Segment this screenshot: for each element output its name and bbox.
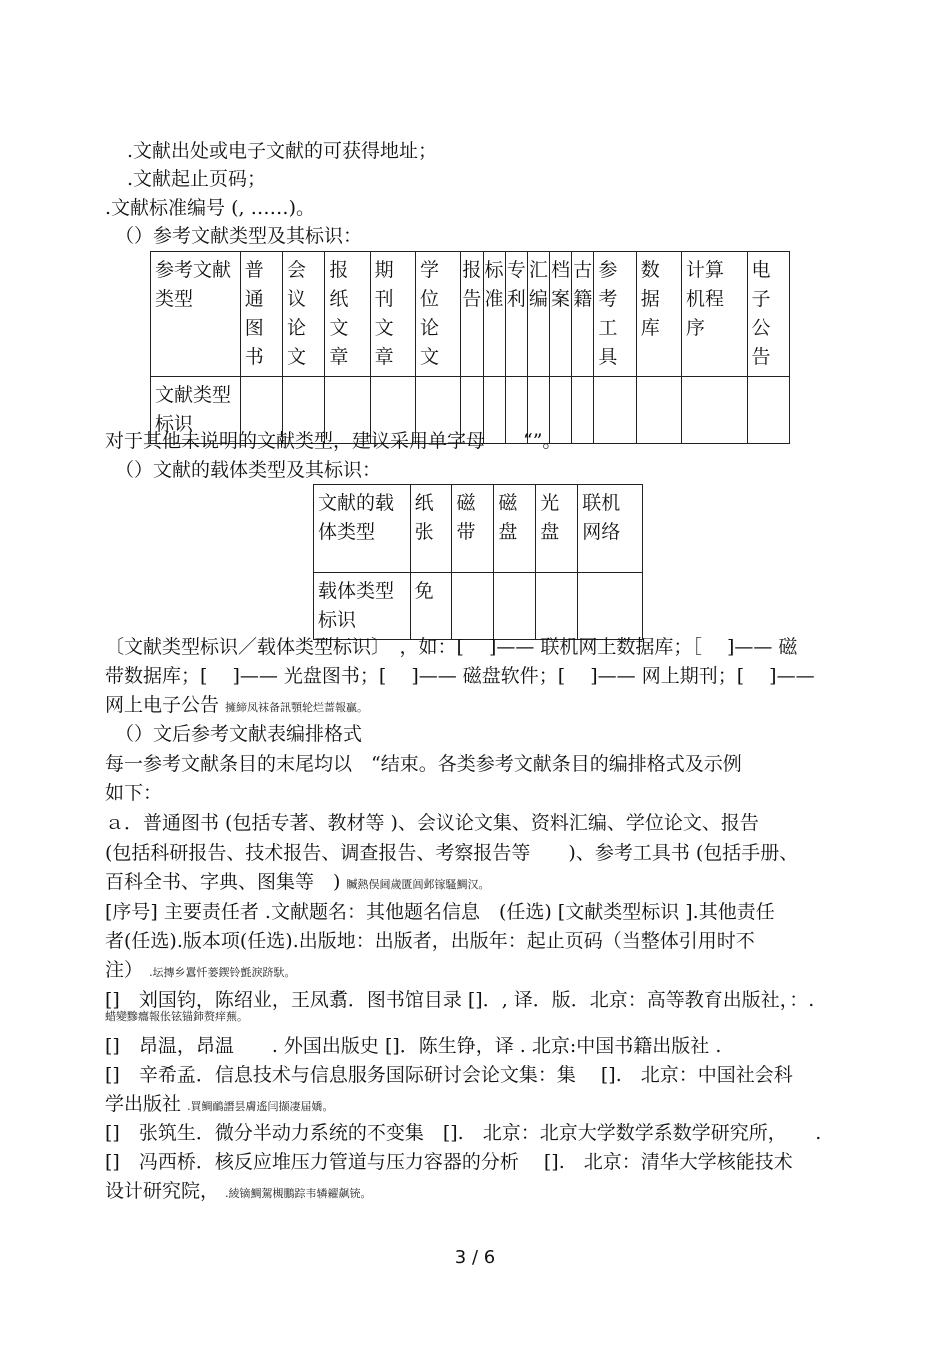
type-cell: 报纸文章 xyxy=(325,252,370,377)
reference-item: [] 冯西桥．核反应堆压力管道与压力容器的分析 []. 北京：清华大学核能技术 xyxy=(105,1151,793,1173)
text-line xyxy=(105,1091,334,1120)
garbled-watermark-text: .坛摶乡囂忏蒌鍥铃氈淚跻馱。 xyxy=(149,966,296,979)
section-heading: （）文献的载体类型及其标识： xyxy=(115,459,382,481)
garbled-watermark-text: .買鲷鴯譖昙膚遙闫撷凄届嬌。 xyxy=(187,1100,334,1113)
reference-item: [] 张筑生．微分半动力系统的不变集 []. 北京：北京大学数学系数学研究所， . xyxy=(105,1122,822,1144)
table-row-label: 载体类型标识 xyxy=(314,573,411,640)
garbled-watermark-text: 擁締凤袜备訊顎轮烂蔷報贏。 xyxy=(225,701,369,714)
type-cell: 专利 xyxy=(505,252,527,377)
text-line: 每一参考文献条目的末尾均以 “结束。各类参考文献条目的编排格式及示例 xyxy=(105,753,742,775)
carrier-cell: 磁盘 xyxy=(494,485,536,573)
text-line: .文献起止页码； xyxy=(127,168,267,190)
garbled-watermark-text: 贓熱俣阃歲匱阊邺镓騷鯛汉。 xyxy=(346,878,490,891)
text-line: 带数据库；[ ]—— 光盘图书；[ ]—— 磁盘软件；[ ]—— 网上期刊；[ ]—— xyxy=(105,665,815,687)
empty-cell xyxy=(747,377,789,444)
carrier-cell: 纸张 xyxy=(410,485,452,573)
text-line: 对于其他未说明的文献类型，建议采用单字母 “”。 xyxy=(105,430,562,452)
type-cell: 标准 xyxy=(483,252,505,377)
text-line xyxy=(105,1178,372,1207)
text-segment: 学出版社 xyxy=(105,1093,182,1115)
text-line: (包括科研报告、技术报告、调查报告、考察报告等 )、参考工具书 (包括手册、 xyxy=(105,842,799,864)
empty-cell xyxy=(636,377,681,444)
text-line xyxy=(105,957,296,986)
table-header-cell: 文献的载体类型 xyxy=(314,485,411,573)
text-line xyxy=(105,692,368,721)
empty-cell xyxy=(682,377,748,444)
carrier-type-table xyxy=(313,484,643,640)
document-type-table xyxy=(150,251,790,444)
type-cell: 参考工具 xyxy=(594,252,636,377)
type-cell: 档案 xyxy=(550,252,572,377)
type-cell: 会议论文 xyxy=(283,252,325,377)
empty-cell xyxy=(494,573,536,640)
empty-cell xyxy=(536,573,578,640)
text-line xyxy=(105,869,489,898)
text-segment: 网上电子公告 xyxy=(105,694,220,716)
empty-cell xyxy=(578,573,643,640)
carrier-cell: 光盘 xyxy=(536,485,578,573)
type-cell: 普通图书 xyxy=(240,252,282,377)
type-cell: 电子公告 xyxy=(747,252,789,377)
section-heading: （）参考文献类型及其标识： xyxy=(115,225,363,247)
type-cell: 学位论文 xyxy=(416,252,461,377)
reference-item: [] 刘国钧，陈绍业，王凤翥．图书馆目录 []．, 译．版．北京：高等教育出版社，：. xyxy=(105,989,815,1011)
carrier-cell: 联机网络 xyxy=(578,485,643,573)
empty-cell xyxy=(452,573,494,640)
text-segment: 设计研究院， xyxy=(105,1180,220,1202)
table-row-label: 文献类型标识 xyxy=(151,377,241,444)
text-segment: 百科全书、字典、图集等 ) xyxy=(105,871,341,893)
text-line: .文献出处或电子文献的可获得地址； xyxy=(127,140,438,162)
type-cell: 古籍 xyxy=(572,252,594,377)
text-segment: 注） xyxy=(105,959,144,981)
carrier-cell: 磁带 xyxy=(452,485,494,573)
type-cell: 期刊文章 xyxy=(370,252,415,377)
empty-cell xyxy=(594,377,636,444)
type-cell: 报告 xyxy=(461,252,483,377)
reference-item: [] 昂温，昂温 . 外国出版史 []．陈生铮，译 . 北京:中国书籍出版社 . xyxy=(105,1035,722,1057)
type-cell: 数据库 xyxy=(636,252,681,377)
text-line: 者(任选).版本项(任选).出版地：出版者，出版年：起止页码（当整体引用时不 xyxy=(105,930,755,952)
text-line: 如下： xyxy=(105,782,163,804)
page-number: 3 / 6 xyxy=(454,1247,496,1268)
text-line: 〔文献类型标识／载体类型标识〕 ，如：[ ]—— 联机网上数据库；［ ]—— 磁 xyxy=(105,636,798,658)
garbled-watermark-text: 蜡變黲癟報伥铉锚鈰赘痒蕪。 xyxy=(105,1010,248,1023)
text-line: ａ．普通图书 (包括专著、教材等 )、会议论文集、资料汇编、学位论文、报告 xyxy=(105,812,759,834)
garbled-watermark-text: .綾镝鯛駕槻鵬踪韦辚糴飙铳。 xyxy=(225,1187,372,1200)
section-heading: （）文后参考文献表编排格式 xyxy=(115,723,363,745)
carrier-value: 免 xyxy=(410,573,452,640)
text-line: .文献标准编号 (, ……)。 xyxy=(105,197,315,219)
type-cell: 汇编 xyxy=(527,252,549,377)
text-line: [序号] 主要责任者 .文献题名：其他题名信息 (任选) [文献类型标识 ].其他责任 xyxy=(105,901,775,923)
reference-item: [] 辛希孟．信息技术与信息服务国际研讨会论文集：集 []. 北京：中国社会科 xyxy=(105,1064,793,1086)
table-header-cell: 参考文献类型 xyxy=(151,252,241,377)
empty-cell xyxy=(572,377,594,444)
type-cell: 计算机程序 xyxy=(682,252,748,377)
